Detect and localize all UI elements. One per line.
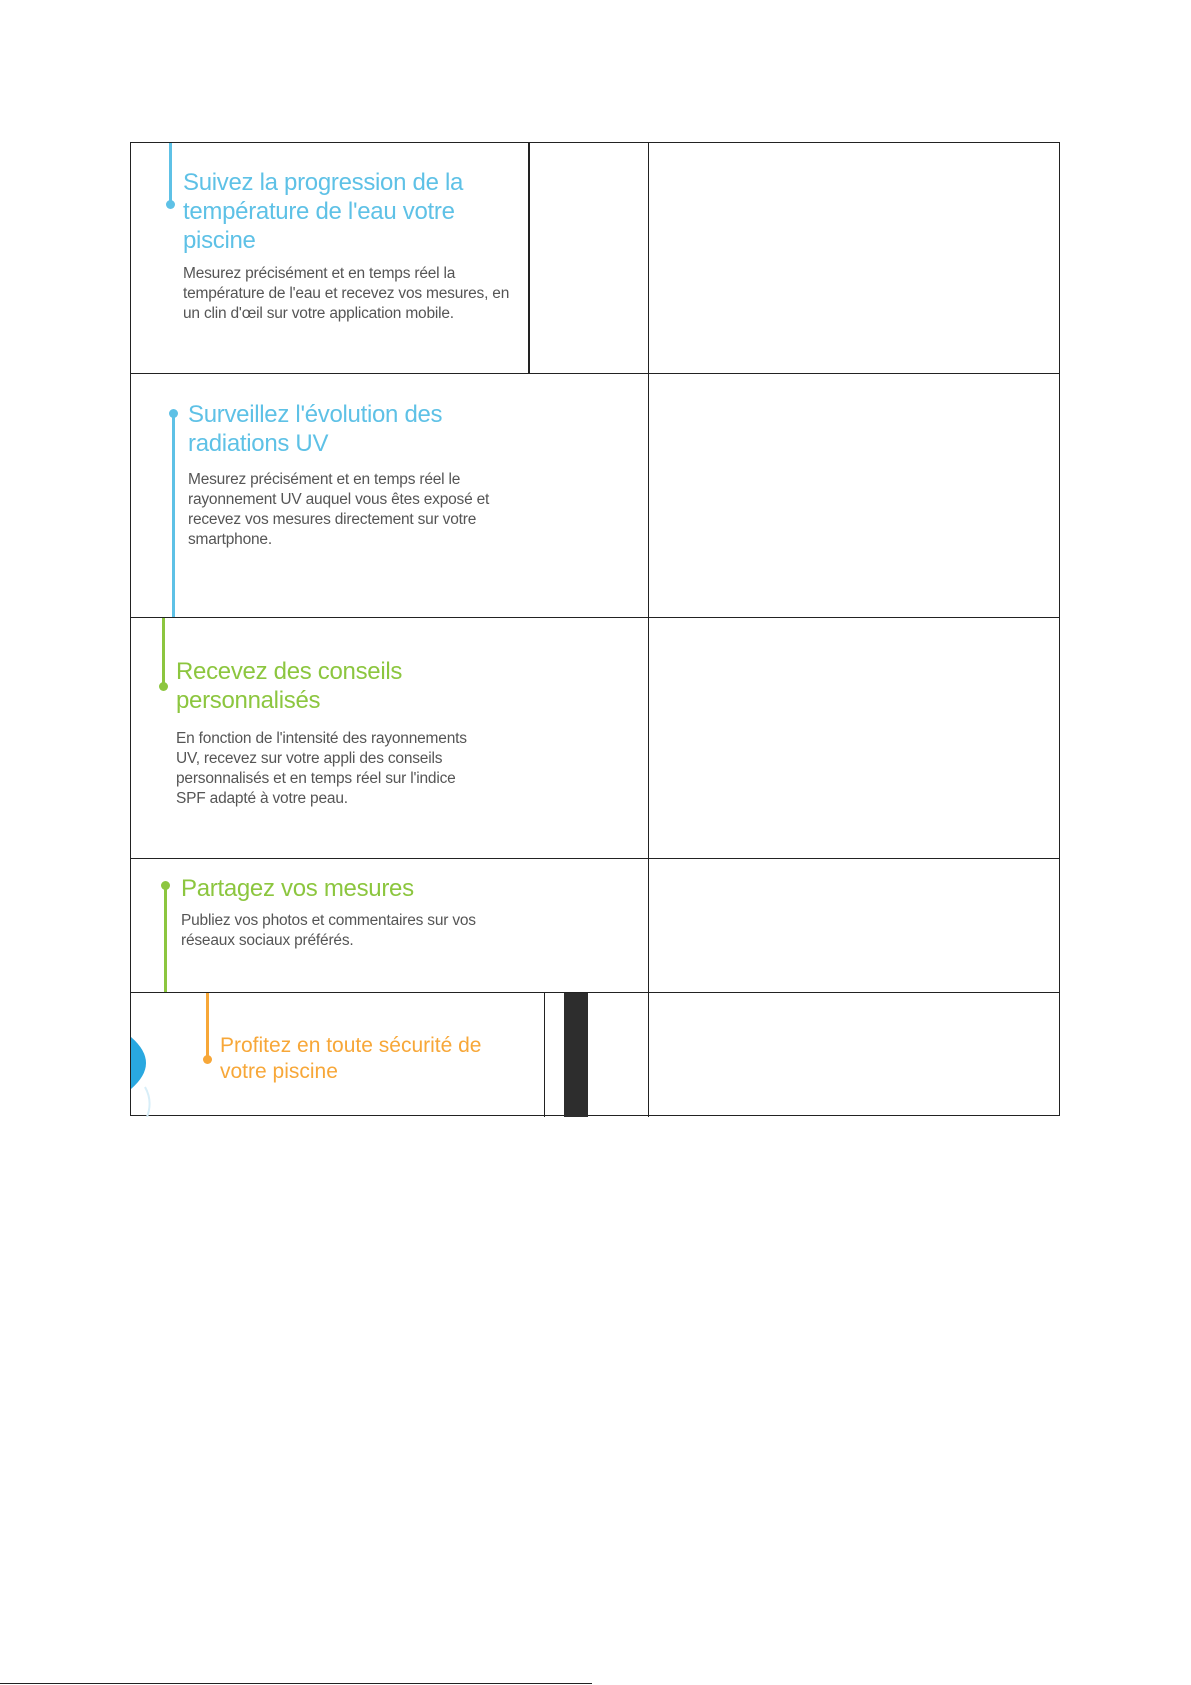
footnote-separator xyxy=(0,1683,592,1684)
timeline-dot xyxy=(166,200,175,209)
timeline-line xyxy=(162,618,165,686)
feature-title: Partagez vos mesures xyxy=(181,875,414,902)
timeline-line xyxy=(169,143,172,204)
image-edge xyxy=(544,993,545,1117)
empty-cell xyxy=(649,374,1059,617)
feature-title: Profitez en toute sécurité de votre piscine xyxy=(220,1034,482,1083)
feature-description: Publiez vos photos et commentaires sur vos réseaux sociaux préférés. xyxy=(181,912,476,949)
timeline-dot xyxy=(159,682,168,691)
empty-cell xyxy=(649,618,1059,858)
feature-cell-share xyxy=(131,859,649,992)
feature-cell-uv xyxy=(131,374,649,617)
feature-title: Surveillez l'évolution des radiations UV xyxy=(188,401,443,457)
water-drop-icon xyxy=(131,993,161,1117)
feature-title: Suivez la progression de la température de l'eau votre piscine xyxy=(183,169,464,254)
empty-cell xyxy=(649,993,1059,1117)
feature-title: Recevez des conseils personnalisés xyxy=(176,658,403,714)
feature-cell-temperature xyxy=(131,143,649,373)
timeline-line xyxy=(164,885,167,992)
feature-description: Mesurez précisément et en temps réel le rayonnement UV auquel vous êtes exposé et recevez vos mesures directement sur votre smartphone. xyxy=(188,471,490,548)
feature-cell-advice xyxy=(131,618,649,858)
timeline-line xyxy=(172,414,175,617)
feature-description: Mesurez précisément et en temps réel la température de l'eau et recevez vos mesures, en un clin d'œil sur votre application mobile. xyxy=(183,265,510,322)
timeline-line xyxy=(206,993,209,1059)
table-row-temperature xyxy=(131,143,1059,374)
table-row-advice xyxy=(131,618,1059,859)
table-row-uv xyxy=(131,374,1059,618)
timeline-dot xyxy=(203,1055,212,1064)
image-edge xyxy=(528,143,530,373)
phone-image-edge xyxy=(564,993,588,1117)
feature-table xyxy=(130,142,1060,1116)
feature-cell-safety xyxy=(131,993,649,1117)
feature-description: En fonction de l'intensité des rayonnements UV, recevez sur votre appli des conseils personnalisés et en temps réel sur l'indice SPF adapté à votre peau. xyxy=(176,730,467,807)
table-row-share xyxy=(131,859,1059,993)
empty-cell xyxy=(649,143,1059,373)
table-row-safety xyxy=(131,993,1059,1117)
empty-cell xyxy=(649,859,1059,992)
